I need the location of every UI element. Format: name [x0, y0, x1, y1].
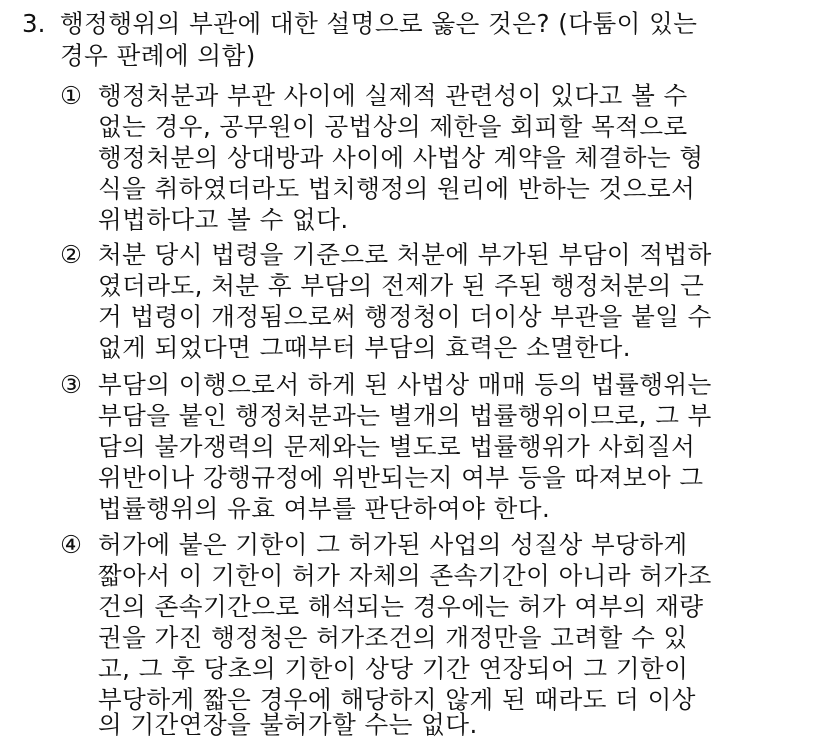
- option-4-line-5: 고, 그 후 당초의 기한이 상당 기간 연장되어 그 기한이: [98, 654, 689, 683]
- question-text-line-2: 경우 판례에 의함): [60, 41, 256, 70]
- option-4-line-6: 부당하게 짧은 경우에 해당하지 않게 된 때라도 더 이상: [98, 685, 696, 714]
- option-2-line-2: 였더라도, 처분 후 부담의 전제가 된 주된 행정처분의 근: [98, 271, 705, 300]
- option-4-marker: ④: [60, 530, 82, 559]
- option-3-line-5: 법률행위의 유효 여부를 판단하여야 한다.: [98, 494, 551, 523]
- option-3-line-1: 부담의 이행으로서 하게 된 사법상 매매 등의 법률행위는: [98, 370, 712, 399]
- option-4-line-3: 건의 존속기간으로 해석되는 경우에는 허가 여부의 재량: [98, 592, 704, 621]
- option-1-line-3: 행정처분의 상대방과 사이에 사법상 계약을 체결하는 형: [98, 143, 704, 172]
- option-1-line-1: 행정처분과 부관 사이에 실제적 관련성이 있다고 볼 수: [98, 81, 688, 110]
- option-1-line-4: 식을 취하였더라도 법치행정의 원리에 반하는 것으로서: [98, 174, 696, 203]
- option-1-line-2: 없는 경우, 공무원이 공법상의 제한을 회피할 목적으로: [98, 112, 688, 141]
- option-2-line-3: 거 법령이 개정됨으로써 행정청이 더이상 부관을 붙일 수: [98, 302, 712, 331]
- option-4-line-4: 권을 가진 행정청은 허가조건의 개정만을 고려할 수 있: [98, 623, 688, 652]
- option-4-line-2: 짧아서 이 기한이 허가 자체의 존속기간이 아니라 허가조: [98, 561, 712, 590]
- option-1-marker: ①: [60, 81, 82, 110]
- option-3-line-3: 담의 불가쟁력의 문제와는 별도로 법률행위가 사회질서: [98, 432, 696, 461]
- option-3-marker: ③: [60, 370, 82, 399]
- option-4-line-7: 의 기간연장을 불허가할 수는 없다.: [98, 710, 478, 739]
- question-number: 3.: [22, 9, 46, 38]
- option-3-line-2: 부담을 붙인 행정처분과는 별개의 법률행위이므로, 그 부: [98, 401, 712, 430]
- option-1-line-5: 위법하다고 볼 수 없다.: [98, 205, 349, 234]
- option-2-line-4: 없게 되었다면 그때부터 부담의 효력은 소멸한다.: [98, 333, 632, 362]
- option-3-line-4: 위반이나 강행규정에 위반되는지 여부 등을 따져보아 그: [98, 463, 704, 492]
- option-2-marker: ②: [60, 240, 82, 269]
- question-text-line-1: 행정행위의 부관에 대한 설명으로 옳은 것은? (다툼이 있는: [60, 9, 698, 38]
- option-2-line-1: 처분 당시 법령을 기준으로 처분에 부가된 부담이 적법하: [98, 240, 712, 269]
- option-4-line-1: 허가에 붙은 기한이 그 허가된 사업의 성질상 부당하게: [98, 530, 688, 559]
